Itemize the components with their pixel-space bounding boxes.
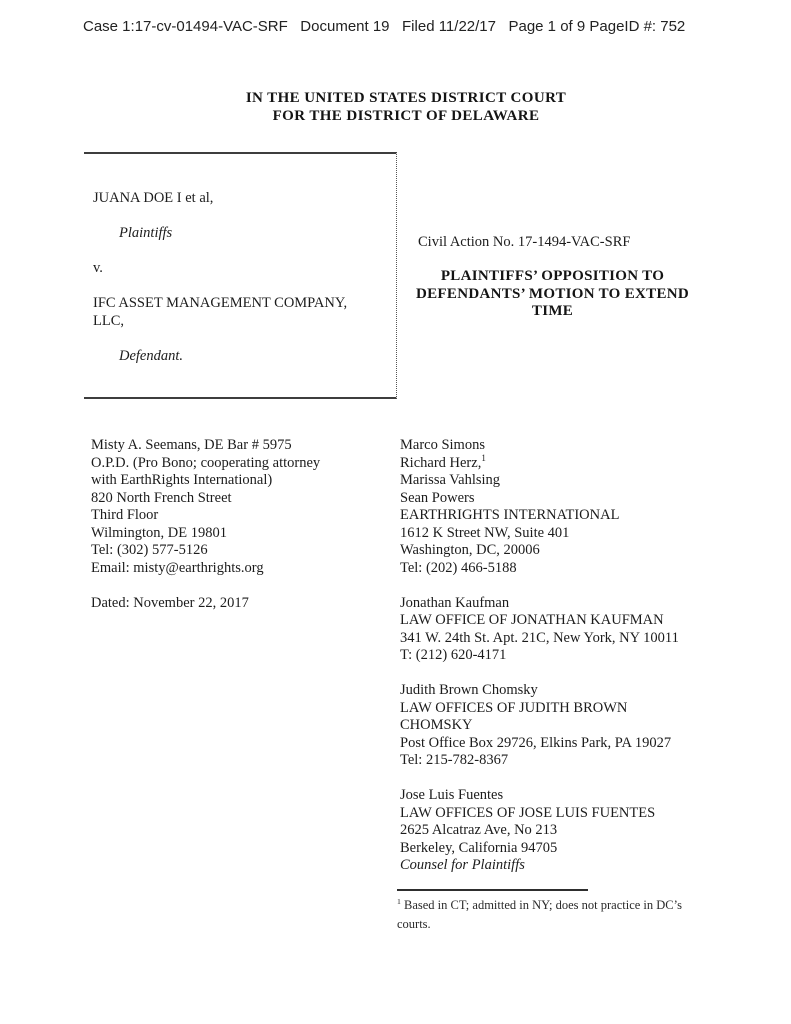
footnote-reference: 1 [481,452,486,463]
text-line: Jose Luis Fuentes [400,787,504,803]
footnote-text: Based in CT; admitted in NY; does not practice in DC’s courts. [397,898,682,931]
text-line: Tel: (202) 466-5188 [400,559,517,576]
text-line: 2625 Alcatraz Ave, No 213 [400,822,558,838]
text-line: Richard Herz,$^1$ [400,452,486,471]
court-title [100,90,712,125]
motion-title-line1: PLAINTIFFS’ OPPOSITION TO [440,268,665,284]
dated-line: Dated: November 22, 2017 [91,594,249,611]
plaintiff-name: JUANA DOE I et al, [93,190,214,206]
text-line: 1612 K Street NW, Suite 401 [400,524,570,541]
motion-title-line2: DEFENDANTS’ MOTION TO EXTEND [415,285,690,302]
text-line: Tel: (302) 577-5126 [91,542,208,558]
counsel-block-chomsky [400,682,730,770]
defendant-name [93,294,388,330]
text-line: Marco Simons [400,437,485,453]
text-line: T: (212) 620-4171 [400,647,507,663]
text-line: Wilmington, DE 19801 [91,524,227,541]
plaintiff-role: Plaintiffs [119,225,173,241]
text-line: LAW OFFICES OF JUDITH BROWN [400,699,628,716]
text-line: Berkeley, California 94705 [400,839,558,856]
text-line: LAW OFFICE OF JONATHAN KAUFMAN [400,612,664,628]
counsel-right-column [400,437,730,892]
versus-label: v. [93,260,103,276]
footnote-marker: 1 [397,896,401,906]
text-line: Marissa Vahlsing [400,472,501,488]
text-line: 820 North French Street [91,489,232,506]
text-line: Jonathan Kaufman [400,594,510,611]
text-line: Third Floor [91,507,159,523]
text-line: with EarthRights International) [91,472,273,488]
text-line: Sean Powers [400,489,475,506]
defendant-role: Defendant. [119,348,184,364]
counsel-left-column [91,437,396,629]
text-line: Misty A. Seemans, DE Bar # 5975 [91,437,292,453]
case-stamp-header: Case 1:17-cv-01494-VAC-SRF Document 19 Filed 11/22/17 Page 1 of 9 PageID #: 752 [83,18,686,35]
motion-title [396,268,709,321]
defendant-name-line2: LLC, [93,313,125,329]
defendant-name-line1: IFC ASSET MANAGEMENT COMPANY, [93,295,348,311]
court-title-line1: IN THE UNITED STATES DISTRICT COURT [245,90,567,106]
motion-title-line3: TIME [531,303,574,319]
text-line: Judith Brown Chomsky [400,682,538,698]
footnote [397,896,717,934]
text-line: Post Office Box 29726, Elkins Park, PA 19027 [400,734,672,751]
counsel-block-earthrights [400,437,730,577]
court-title-line2: FOR THE DISTRICT OF DELAWARE [272,107,540,124]
text-line: LAW OFFICES OF JOSE LUIS FUENTES [400,804,656,821]
footnote-separator-line [397,889,588,891]
case-caption-box [84,152,397,399]
text-line: CHOMSKY [400,717,473,733]
text-line: Counsel for Plaintiffs [400,857,525,873]
text-line: O.P.D. (Pro Bono; cooperating attorney [91,454,321,471]
caption-right-column [396,233,709,321]
text-line: Washington, DC, 20006 [400,542,540,558]
text-line: Email: misty@earthrights.org [91,559,264,576]
text-line: 341 W. 24th St. Apt. 21C, New York, NY 10011 [400,629,679,646]
text-line: EARTHRIGHTS INTERNATIONAL [400,507,620,523]
counsel-block-kaufman [400,595,730,665]
counsel-block-seemans [91,437,396,577]
civil-action-number: Civil Action No. 17-1494-VAC-SRF [418,234,631,250]
text-line: Tel: 215-782-8367 [400,752,509,768]
counsel-block-fuentes [400,787,730,875]
